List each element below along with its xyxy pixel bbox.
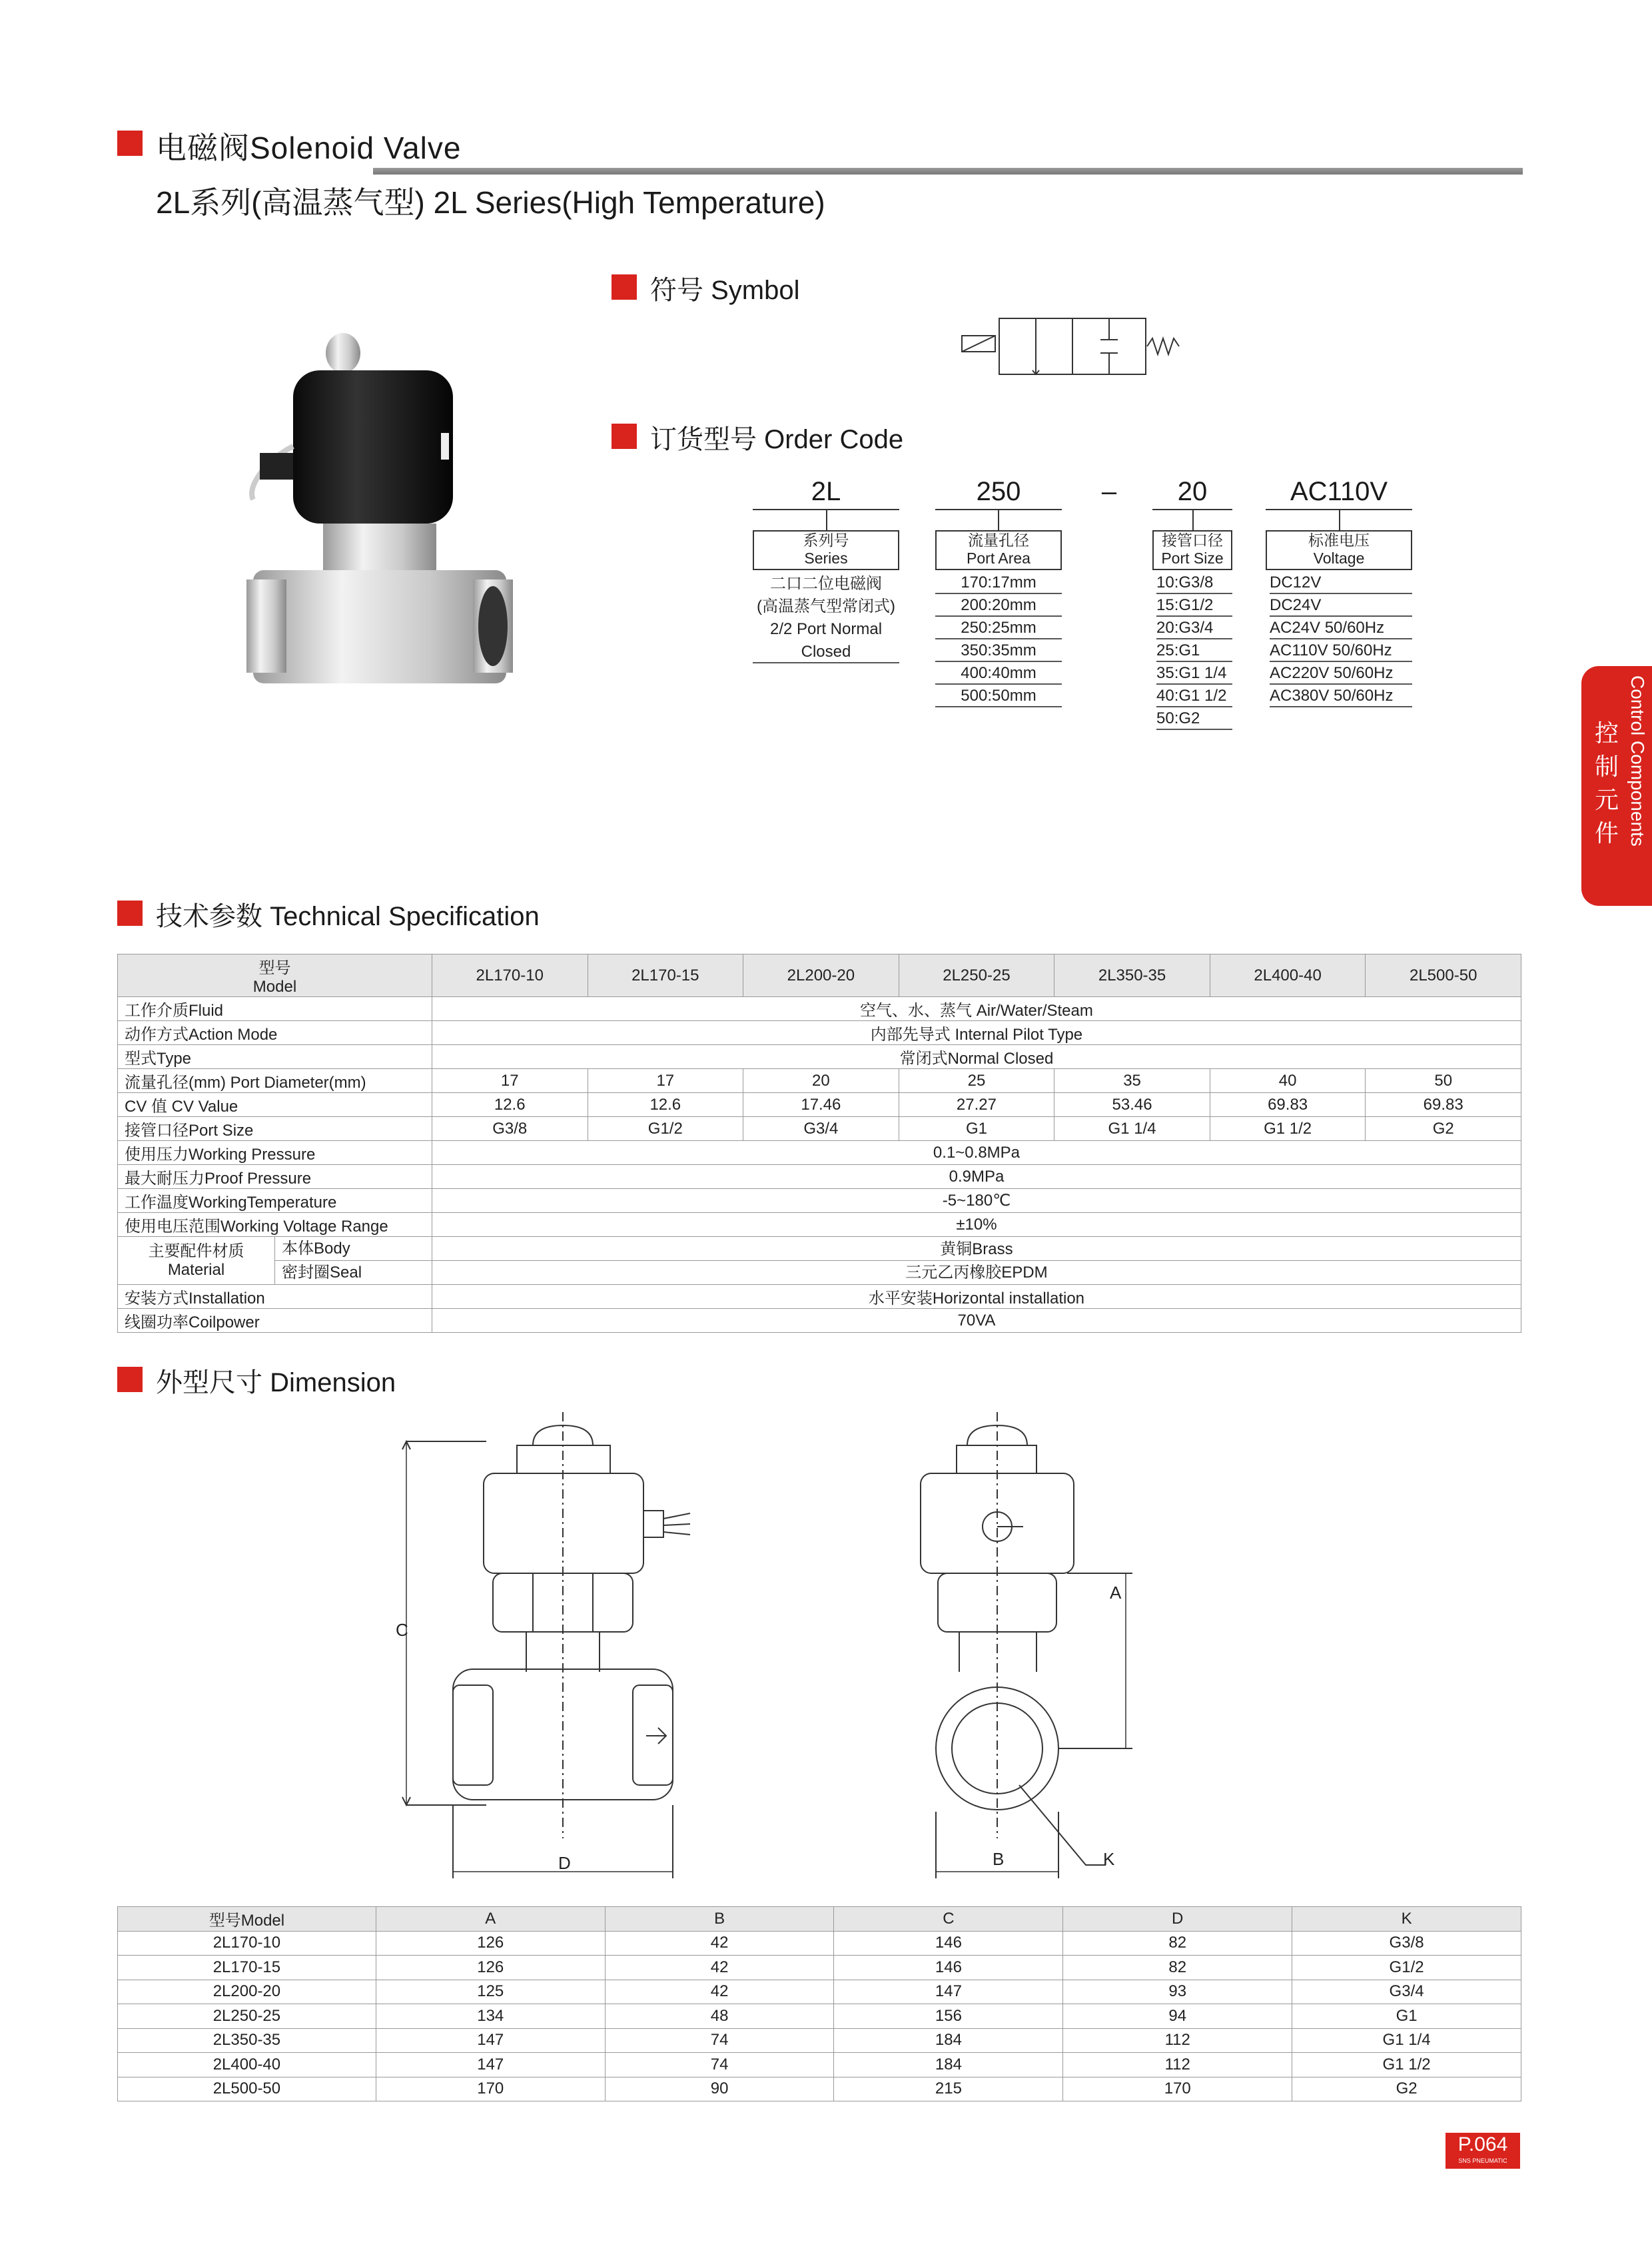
side-tab-char: 元: [1594, 786, 1619, 813]
port-area-options: [935, 571, 1062, 707]
cell: 184: [834, 2053, 1063, 2077]
side-tab-char: 件: [1594, 819, 1619, 847]
port-area-option: 170:17mm: [935, 571, 1062, 594]
dim-label-c: C: [396, 1620, 408, 1640]
port-size-option: 40:G1 1/2: [1156, 685, 1232, 707]
voltage-option: DC24V: [1270, 594, 1412, 617]
series-label-en: Series: [804, 550, 848, 567]
cell: 82: [1063, 1931, 1292, 1956]
model-col: 2L170-10: [432, 954, 588, 997]
cell: 42: [605, 1980, 834, 2004]
order-code-port-size-box: [1152, 530, 1232, 570]
table-row: [118, 1213, 1521, 1237]
title-marker: [117, 131, 143, 156]
cell: 112: [1063, 2028, 1292, 2053]
table-row: [118, 1309, 1521, 1333]
cell: 20: [743, 1069, 899, 1093]
cell: 184: [834, 2028, 1063, 2053]
cell: 25: [899, 1069, 1054, 1093]
cell: 50: [1366, 1069, 1521, 1093]
port-size-option: 25:G1: [1156, 639, 1232, 662]
dim-label-k: K: [1103, 1849, 1115, 1869]
model-col: 2L350-35: [1054, 954, 1210, 997]
dim-label-d: D: [558, 1853, 571, 1873]
row-label: 接管口径Port Size: [118, 1117, 432, 1141]
model-header: [118, 954, 432, 997]
voltage-option: AC380V 50/60Hz: [1270, 685, 1412, 707]
dim-label-a: A: [1110, 1583, 1122, 1603]
row-value: 0.1~0.8MPa: [432, 1141, 1521, 1165]
cell: G1 1/4: [1292, 2028, 1521, 2053]
cell: 2L200-20: [118, 1980, 376, 2004]
cell: 74: [605, 2053, 834, 2077]
cell: 93: [1063, 1980, 1292, 2004]
header-cell: D: [1063, 1907, 1292, 1932]
table-header-row: [118, 954, 1521, 997]
row-label: CV 值 CV Value: [118, 1093, 432, 1117]
cell: 147: [376, 2028, 605, 2053]
order-code-series: 2L: [811, 477, 841, 506]
cell: 134: [376, 2004, 605, 2029]
cell: 17.46: [743, 1093, 899, 1117]
cell: 215: [834, 2077, 1063, 2101]
cell: 170: [376, 2077, 605, 2101]
cell: 156: [834, 2004, 1063, 2029]
cell: G3/8: [1292, 1931, 1521, 1956]
order-code-series-box: [753, 530, 899, 570]
dimension-title: 外型尺寸 Dimension: [156, 1368, 396, 1397]
cell: 126: [376, 1931, 605, 1956]
material-seal-value: 三元乙丙橡胶EPDM: [905, 1263, 1048, 1282]
material-label: [118, 1237, 275, 1284]
voltage-label-cn: 标准电压: [1308, 532, 1370, 549]
order-code-connector: [1192, 510, 1194, 530]
order-code-dash: –: [1101, 477, 1117, 506]
order-code-voltage: AC110V: [1290, 477, 1388, 506]
cell: 125: [376, 1980, 605, 2004]
cell: 35: [1054, 1069, 1210, 1093]
material-body-value: 黄铜Brass: [432, 1238, 1521, 1261]
cell: 42: [605, 1931, 834, 1956]
cell: 147: [834, 1980, 1063, 2004]
series-item: (高温蒸气型常闭式): [757, 597, 895, 615]
port-size-label-en: Port Size: [1161, 550, 1224, 567]
page-subtitle: 2L系列(高温蒸气型) 2L Series(High Temperature): [156, 185, 825, 220]
cell: 12.6: [588, 1093, 743, 1117]
table-row: [118, 2028, 1521, 2053]
series-description: [753, 573, 899, 663]
cell: 112: [1063, 2053, 1292, 2077]
cell: 126: [376, 1956, 605, 1980]
model-col: 2L400-40: [1210, 954, 1366, 997]
port-size-options: [1152, 571, 1232, 730]
page-badge: [1446, 2133, 1520, 2169]
cell: 2L170-15: [118, 1956, 376, 1980]
dimension-drawing-side: [906, 1412, 1159, 1878]
page-title: 电磁阀Solenoid Valve: [156, 131, 462, 165]
side-tab: [1581, 666, 1652, 906]
cell: 2L170-10: [118, 1931, 376, 1956]
table-header-row: [118, 1907, 1521, 1932]
table-row: [118, 1093, 1521, 1117]
port-area-label-en: Port Area: [967, 550, 1031, 567]
voltage-label-en: Voltage: [1313, 550, 1365, 567]
table-row: [118, 1980, 1521, 2004]
cell: 2L400-40: [118, 2053, 376, 2077]
voltage-options: [1266, 571, 1412, 707]
row-label: 最大耐压力Proof Pressure: [118, 1165, 432, 1189]
table-row: [118, 1189, 1521, 1213]
series-item: 二口二位电磁阀: [770, 575, 882, 593]
side-tab-char: 制: [1594, 753, 1619, 780]
cell: 74: [605, 2028, 834, 2053]
cell: 146: [834, 1931, 1063, 1956]
port-area-option: 200:20mm: [935, 594, 1062, 617]
order-code-port-area-box: [935, 530, 1062, 570]
cell: 94: [1063, 2004, 1292, 2029]
row-value: 70VA: [432, 1309, 1521, 1333]
port-area-option: 350:35mm: [935, 639, 1062, 662]
voltage-option: AC24V 50/60Hz: [1270, 617, 1412, 639]
cell: 69.83: [1366, 1093, 1521, 1117]
cell: G3/8: [432, 1117, 588, 1141]
model-header-cn: 型号: [258, 959, 291, 977]
order-code-voltage-box: [1266, 530, 1412, 570]
row-value: -5~180℃: [432, 1189, 1521, 1213]
order-code-marker: [612, 424, 637, 449]
series-item: 2/2 Port Normal: [769, 620, 883, 638]
model-col: 2L200-20: [743, 954, 899, 997]
cell: G2: [1292, 2077, 1521, 2101]
model-header-en: Model: [252, 978, 297, 996]
table-row: [118, 1956, 1521, 1980]
table-row: [118, 2077, 1521, 2101]
table-row: [118, 1069, 1521, 1093]
dimension-drawing-front: [386, 1412, 746, 1878]
cell: G1/2: [1292, 1956, 1521, 1980]
voltage-option: AC220V 50/60Hz: [1270, 662, 1412, 685]
voltage-option: AC110V 50/60Hz: [1270, 639, 1412, 662]
table-row: [118, 1117, 1521, 1141]
cell: 170: [1063, 2077, 1292, 2101]
product-photo: [206, 326, 513, 739]
cell: 27.27: [899, 1093, 1054, 1117]
cell: 12.6: [432, 1093, 588, 1117]
table-row: [118, 997, 1521, 1021]
order-code-port-area: 250: [976, 477, 1021, 506]
valve-symbol-icon: [959, 313, 1186, 380]
row-label: 使用压力Working Pressure: [118, 1141, 432, 1165]
material-label-cn: 主要配件材质: [148, 1242, 244, 1260]
side-tab-char: 控: [1594, 719, 1619, 747]
symbol-marker: [612, 274, 637, 300]
cell: G1: [1292, 2004, 1521, 2029]
table-row: [118, 1141, 1521, 1165]
cell: G1 1/4: [1054, 1117, 1210, 1141]
cell: G1 1/2: [1210, 1117, 1366, 1141]
cell: 48: [605, 2004, 834, 2029]
side-tab-en: Control Components: [1627, 675, 1648, 847]
row-label: 流量孔径(mm) Port Diameter(mm): [118, 1069, 432, 1093]
model-col: 2L250-25: [899, 954, 1054, 997]
cell: 42: [605, 1956, 834, 1980]
model-col: 2L170-15: [588, 954, 743, 997]
dimension-table: [117, 1906, 1521, 2101]
material-label-en: Material: [167, 1260, 225, 1279]
table-row: [118, 1021, 1521, 1045]
header-cell: A: [376, 1907, 605, 1932]
row-label: 工作介质Fluid: [118, 997, 432, 1021]
material-values: [432, 1237, 1521, 1285]
row-label: 型式Type: [118, 1045, 432, 1069]
port-size-option: 10:G3/8: [1156, 571, 1232, 594]
cell: 40: [1210, 1069, 1366, 1093]
row-value: ±10%: [432, 1213, 1521, 1237]
table-row: [118, 1931, 1521, 1956]
page-brand: SNS PNEUMATIC: [1458, 2157, 1507, 2164]
port-size-option: 35:G1 1/4: [1156, 662, 1232, 685]
header-rule: [373, 168, 1523, 175]
side-tab-cn: [1593, 717, 1620, 850]
order-code-port-size: 20: [1177, 477, 1208, 506]
row-value: 空气、水、蒸气 Air/Water/Steam: [432, 997, 1521, 1021]
cell: 53.46: [1054, 1093, 1210, 1117]
order-code-connector: [826, 510, 827, 530]
header-cell: K: [1292, 1907, 1521, 1932]
page-number: P.064: [1457, 2133, 1508, 2155]
table-row: [118, 1237, 1521, 1285]
table-row: [118, 2053, 1521, 2077]
cell: 147: [376, 2053, 605, 2077]
cell: 2L350-35: [118, 2028, 376, 2053]
dimension-marker: [117, 1367, 143, 1392]
header-cell: B: [605, 1907, 834, 1932]
row-label: 安装方式Installation: [118, 1285, 432, 1309]
material-seal-label: 密封圈Seal: [282, 1264, 362, 1282]
material-cell: [118, 1237, 432, 1285]
cell: 2L500-50: [118, 2077, 376, 2101]
row-value: 内部先导式 Internal Pilot Type: [432, 1021, 1521, 1045]
tech-spec-title: 技术参数 Technical Specification: [156, 902, 540, 931]
port-area-option: 250:25mm: [935, 617, 1062, 639]
tech-spec-marker: [117, 901, 143, 926]
row-label: 动作方式Action Mode: [118, 1021, 432, 1045]
order-code-title: 订货型号 Order Code: [650, 425, 904, 454]
table-row: [118, 1045, 1521, 1069]
port-size-option: 15:G1/2: [1156, 594, 1232, 617]
order-code-connector: [998, 510, 999, 530]
header-cell: C: [834, 1907, 1063, 1932]
port-area-option: 400:40mm: [935, 662, 1062, 685]
material-body-label: 本体Body: [275, 1237, 432, 1261]
order-code-connector: [1339, 510, 1340, 530]
row-value: 水平安装Horizontal installation: [432, 1285, 1521, 1309]
cell: 69.83: [1210, 1093, 1366, 1117]
table-row: [118, 2004, 1521, 2029]
voltage-option: DC12V: [1270, 571, 1412, 594]
row-value: 0.9MPa: [432, 1165, 1521, 1189]
row-label: 工作温度WorkingTemperature: [118, 1189, 432, 1213]
cell: G1/2: [588, 1117, 743, 1141]
port-area-option: 500:50mm: [935, 685, 1062, 707]
cell: 2L250-25: [118, 2004, 376, 2029]
tech-spec-table: [117, 954, 1521, 1333]
port-size-option: 20:G3/4: [1156, 617, 1232, 639]
model-col: 2L500-50: [1366, 954, 1521, 997]
row-label: 线圈功率Coilpower: [118, 1309, 432, 1333]
port-area-label-cn: 流量孔径: [968, 532, 1029, 549]
cell: G1 1/2: [1292, 2053, 1521, 2077]
cell: G2: [1366, 1117, 1521, 1141]
table-row: [118, 1165, 1521, 1189]
port-size-option: 50:G2: [1156, 707, 1232, 730]
cell: G1: [899, 1117, 1054, 1141]
dim-label-b: B: [993, 1849, 1005, 1869]
cell: 146: [834, 1956, 1063, 1980]
cell: 90: [605, 2077, 834, 2101]
series-item: Closed: [753, 641, 899, 663]
cell: G3/4: [743, 1117, 899, 1141]
cell: 17: [588, 1069, 743, 1093]
table-row: [118, 1285, 1521, 1309]
cell: 82: [1063, 1956, 1292, 1980]
series-label-cn: 系列号: [803, 532, 849, 549]
header-cell: 型号Model: [118, 1907, 376, 1932]
cell: G3/4: [1292, 1980, 1521, 2004]
cell: 17: [432, 1069, 588, 1093]
row-value: 常闭式Normal Closed: [432, 1045, 1521, 1069]
symbol-title: 符号 Symbol: [650, 276, 800, 305]
row-label: 使用电压范围Working Voltage Range: [118, 1213, 432, 1237]
port-size-label-cn: 接管口径: [1162, 532, 1223, 549]
